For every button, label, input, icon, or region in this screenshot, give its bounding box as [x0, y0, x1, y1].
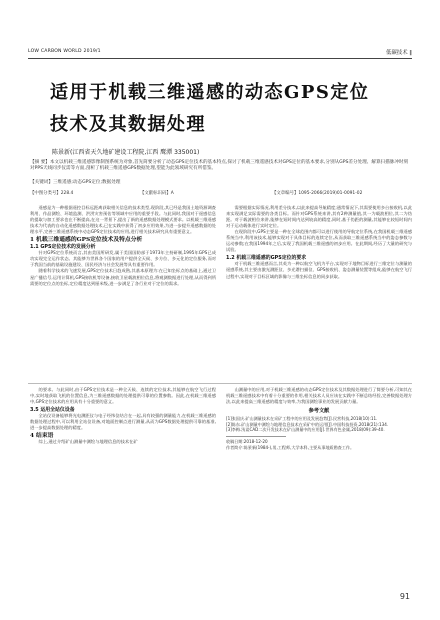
bottom-left-column [30, 388, 216, 446]
subsection-heading-3-5: 3.5 运用全站仪设备 [30, 407, 75, 414]
paragraph: 的要求。与此同时,由于GPS定位技术是一种全天候、连续的定位技术,其能够在航空飞行过程中,实时地获取飞机的位置信息,为三维遥感数据的处理提供可靠的位置参数。因此,在机载三维遥感中,GPS定位技术的应用具有十分重要的意义。 [30, 388, 216, 406]
paragraph: 针对GPS定位系统而言,其由美国所研发,属于美国国防部于1973年主持研制,1995年GPS已成功实现完全运作状态。其能够为世界各个国家的用户提供全天候、多方位、多元化的定位服务,而对于我国当前的基础设施建设、国民经济与社会发展等具有重要作用。 [30, 251, 216, 269]
header-rule [28, 58, 412, 59]
section-name: 低碳技术 ‖ [386, 50, 412, 56]
section-heading-4: 4 结束语 [30, 433, 54, 440]
section-heading-1: 1 机载三维遥感的GPS定位技术及特点分析 [30, 237, 143, 244]
footnote-rule [226, 436, 286, 437]
author-bio: 作者简介:陈景新(1984-),男,工程师,大学本科,主要从事地质勘查工作。 [226, 444, 355, 450]
author-affiliation: 陈景新(江西省天久地矿建设工程院,江西 鹰潭 335001) [52, 149, 200, 156]
paper-title-line1: 适用于机载三维遥感的动态GPS定位 [50, 82, 370, 103]
paragraph: 需要根据实际情况,利用差分技术,以此来提高导航精度;通常情况下,其需要使用多台接收机,以此来实现满足实际需要的各类目标。而针对GPS系统来讲,其有2种测量值,其一为载波相位,其二为伪距。对于载波相位来讲,能够在短时间内达到较高的精度,同时,基于伪距的测量,其能够在较短时间内对于运动载体进行实时定位。 [226, 206, 412, 230]
reference-item: [2]陈东.矿山测量中测绘与地理信息技术在采矿中的运用[J].中国科技投资,2018(21):134. [226, 421, 389, 427]
paragraph: 随着科学技术的飞速发展,GPS定位技术日趋成熟,其基本原理为:在已知坐标点的基础上,通过卫星广播信号,运用计算机,GPS接收机等设备,接收卫星载波相位信息,将观测数据进行处理,从而得到所需要的定位点的坐标,定位精度达到厘米级,进一步满足了各行业对于定位的需求。 [30, 269, 216, 287]
article-number: 【文章编号】1095-2066(2019)01-0091-02 [272, 191, 363, 196]
keywords: 【关键词】三维遥感;动态GPS定位;数据处理 [30, 180, 121, 185]
page-number: 91 [399, 592, 410, 601]
paragraph: 山测量中的应用,对于机载三维遥感的动态GPS定位技术及其数据处理进行了简要分析,可知其在机载三维遥感技术中有着十分重要的作用,相关技术人员应该在实践中不断总结经验,完善数据处理方法,以此来提高三维遥感的精度与效率,为我国测绘事业的发展贡献力量。 [226, 388, 412, 406]
paragraph: 对于机载三维遥感而言,其英为一种以航空飞机为平台,实现对于地物目标进行三维定位与测量的遥感系统,其主要由激光测距仪、多光谱扫描仪、GPS接收机、姿态测量装置等组成,能够在航空飞行过程中,实现对于目标区域的影像与三维坐标信息的同步获取。 [226, 262, 412, 280]
paragraph: 全站仪设备能够将光电测距仪与电子经纬仪结合在一起,具有较强的测量能力,在机载三维遥感的数据处理过程中,可以利用全站仪设备,对地面控制点进行测量,从而为GPS数据处理提供可靠的基准,进一步提高数据处理的精度。 [30, 414, 216, 432]
right-column [226, 206, 412, 281]
reference-item: [3]李梅.浅谈CAD二次开发技术在矿山测量中的应用[J].世界有色金属,2018(09):39-40. [226, 427, 385, 433]
document-code: 【文献标识码】A [140, 191, 174, 196]
clc-number: 【中图分类号】228.4 [30, 191, 74, 196]
left-column [30, 206, 216, 288]
paragraph: 综上,通过介绍矿山测量中测绘与地理信息的技术在矿 [38, 440, 138, 446]
paragraph: 在现阶段中,GPS主要是一种在全球范围内都可以进行使用的导航定位系统,在我国机载三维遥感系统当中,利用该技术,能够实现对于具体目标的连续定位,从而获取三维遥感系统当中的姿态参数与运动参数;在我国1994年之后,实现了我国机载三维遥感的初步应用。在此期间,经历了大量的研究与试验。 [226, 230, 412, 254]
received-date: 收稿日期:2018-12-20 [226, 438, 268, 444]
paper-title-line2: 技术及其数据处理 [50, 114, 206, 135]
references-heading: 参考文献 [308, 408, 330, 415]
abstract: 【摘 要】本文以机载三维遥感影像制图系统为对象,首先简要分析了动态GPS定位技术的基本特点,探讨了机载三维遥感技术对GPS定位的基本要求,分别从GPS差分处理、解算扫描脉冲时刻对PPS天线同步仪需等方面,剖析了机载三维遥感GPS数据处理,望能为此领域研究有所借鉴。 [30, 160, 409, 172]
running-header [28, 46, 412, 58]
paragraph: 遥感是为一种根据遥控目标远距离获取相关信息的技术类型,现阶段,其已经是我国土地资源调查利用、作品测绘、环境监测、洪涝灾害预估等领域中应用的重要手段。与此同时,我国对于遥感信息的提取与加工要求也在不断提高,在这一背景下,提出了新的遥感数据处理模式要求。以机载三维遥感技术为代表的自动化遥感数据处理技术,已在实践中获得了初步应用效果,为进一步提升遥感数据的处理水平,完善三维遥感系统中动态GPS定位技术的应用,进行相关技术研究具有重要意义。 [30, 206, 216, 236]
bottom-right-column [226, 388, 412, 450]
journal-name: LOW CARBON WORLD 2019/1 [28, 49, 101, 54]
subsection-heading-1-1: 1.1 GPS定位技术的发展分析 [30, 244, 96, 251]
subsection-heading-1-2: 1.2 机载三维遥感的GPS定位的要求 [226, 255, 307, 262]
reference-item: [1]张国庆.矿山测量技术在采矿工程中的应用及发展趋势[J].民营科技,2018(10):11. [226, 416, 378, 422]
